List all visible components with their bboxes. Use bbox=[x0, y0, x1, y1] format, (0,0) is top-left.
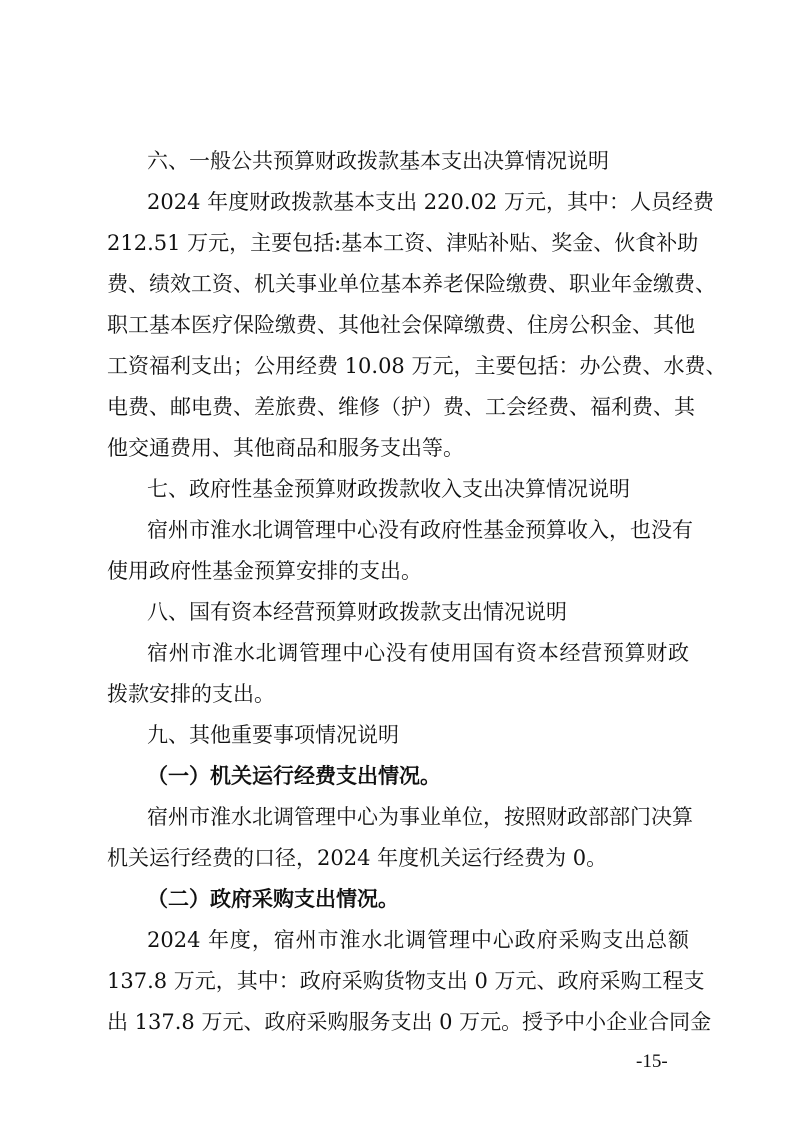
paragraph-line: 137.8 万元，其中：政府采购货物支出 0 万元、政府采购工程支 bbox=[107, 969, 705, 993]
paragraph-line: 宿州市淮水北调管理中心为事业单位，按照财政部部门决算 bbox=[147, 805, 693, 829]
section-heading-9: 九、其他重要事项情况说明 bbox=[147, 723, 399, 747]
subsection-heading-2: （二）政府采购支出情况。 bbox=[147, 887, 399, 911]
paragraph-line: 机关运行经费的口径，2024 年度机关运行经费为 0。 bbox=[107, 846, 608, 870]
paragraph-line: 工资福利支出；公用经费 10.08 万元，主要包括：办公费、水费、 bbox=[107, 354, 727, 378]
subsection-heading-1: （一）机关运行经费支出情况。 bbox=[147, 764, 441, 788]
section-heading-6: 六、一般公共预算财政拨款基本支出决算情况说明 bbox=[147, 149, 609, 173]
section-heading-7: 七、政府性基金预算财政拨款收入支出决算情况说明 bbox=[147, 477, 630, 501]
paragraph-line: 拨款安排的支出。 bbox=[107, 682, 275, 706]
page-number: -15- bbox=[636, 1051, 668, 1072]
section-heading-8: 八、国有资本经营预算财政拨款支出情况说明 bbox=[147, 600, 567, 624]
paragraph-line: 2024 年度财政拨款基本支出 220.02 万元，其中：人员经费 bbox=[147, 190, 714, 214]
paragraph-line: 212.51 万元，主要包括:基本工资、津贴补贴、奖金、伙食补助 bbox=[107, 231, 699, 255]
paragraph-line: 使用政府性基金预算安排的支出。 bbox=[107, 559, 422, 583]
paragraph-line: 他交通费用、其他商品和服务支出等。 bbox=[107, 436, 464, 460]
paragraph-line: 2024 年度，宿州市淮水北调管理中心政府采购支出总额 bbox=[147, 928, 689, 952]
paragraph-line: 电费、邮电费、差旅费、维修（护）费、工会经费、福利费、其 bbox=[107, 395, 695, 419]
paragraph-line: 职工基本医疗保险缴费、其他社会保障缴费、住房公积金、其他 bbox=[107, 313, 695, 337]
paragraph-line: 出 137.8 万元、政府采购服务支出 0 万元。授予中小企业合同金 bbox=[107, 1010, 712, 1034]
paragraph-line: 宿州市淮水北调管理中心没有使用国有资本经营预算财政 bbox=[147, 641, 689, 665]
paragraph-line: 费、绩效工资、机关事业单位基本养老保险缴费、职业年金缴费、 bbox=[107, 272, 716, 296]
paragraph-line: 宿州市淮水北调管理中心没有政府性基金预算收入，也没有 bbox=[147, 518, 693, 542]
